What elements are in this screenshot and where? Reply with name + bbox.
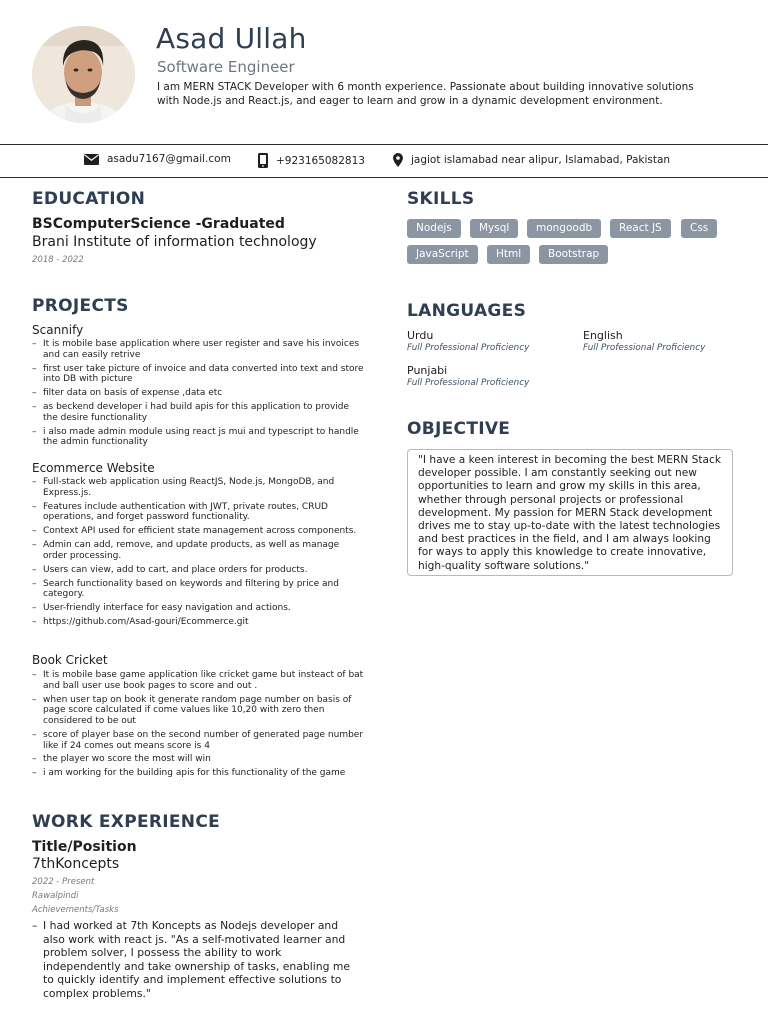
project-title: Book Cricket	[32, 653, 108, 667]
contact-bar	[0, 144, 768, 178]
project-bullets	[32, 670, 364, 782]
contact-email[interactable]	[84, 153, 231, 165]
list-item: – Users can view, add to cart, and place orders for products.	[32, 565, 364, 576]
list-item: – the player wo score the most will win	[32, 754, 364, 765]
language-name: Urdu	[407, 329, 434, 342]
skill-tag: mongoodb	[527, 219, 601, 238]
list-item: – It is mobile base application where user register and save his invoices and can easily retrive	[32, 339, 364, 360]
project-bullets	[32, 477, 364, 631]
github-link[interactable]: – https://github.com/Asad-gouri/Ecommerce.git	[32, 617, 364, 628]
list-item: – when user tap on book it generate random page number on basis of page score calculated if come values like 10,20 with zero then considered to be out	[32, 695, 364, 727]
contact-phone[interactable]	[258, 153, 365, 168]
language-level: Full Professional Proficiency	[407, 378, 530, 388]
institution: Brani Institute of information technology	[32, 234, 317, 250]
job-title: Software Engineer	[157, 58, 295, 76]
skill-tag: Bootstrap	[539, 245, 608, 264]
work-location: Rawalpindi	[32, 891, 79, 901]
phone-text: +923165082813	[276, 154, 365, 167]
degree: BSComputerScience -Graduated	[32, 216, 285, 232]
list-item: – filter data on basis of expense ,data etc	[32, 388, 364, 399]
skill-tag: React JS	[610, 219, 671, 238]
list-item: – Search functionality based on keywords and filtering by price and category.	[32, 579, 364, 600]
skill-tag: Html	[487, 245, 530, 264]
skills-heading: SKILLS	[407, 189, 475, 209]
language-level: Full Professional Proficiency	[583, 343, 706, 353]
list-item: – It is mobile base game application like cricket game but insteact of bat and ball user use book pages to score and out .	[32, 670, 364, 691]
project-bullets	[32, 339, 364, 451]
language-name: Punjabi	[407, 364, 448, 377]
education-heading: EDUCATION	[32, 189, 146, 209]
list-item: – Context API used for efficient state management across components.	[32, 526, 364, 537]
work-dates: 2022 - Present	[32, 877, 95, 887]
profile-photo	[32, 26, 135, 123]
list-item: – i am working for the building apis for this functionality of the game	[32, 768, 364, 779]
list-item: – Admin can add, remove, and update products, as well as manage order processing.	[32, 540, 364, 561]
list-item: – as beckend developer i had build apis for this application to provide the desire functionality	[32, 402, 364, 423]
achievements-label: Achievements/Tasks	[32, 905, 119, 915]
list-item: – first user take picture of invoice and data converted into text and store into DB with picture	[32, 364, 364, 385]
work-bullets	[32, 919, 362, 1003]
position-title: Title/Position	[32, 839, 137, 855]
contact-address	[393, 153, 670, 167]
project-title: Ecommerce Website	[32, 461, 155, 475]
objective-heading: OBJECTIVE	[407, 419, 511, 439]
phone-icon	[258, 153, 268, 168]
skill-tag: Nodejs	[407, 219, 461, 238]
envelope-icon	[84, 154, 99, 165]
skill-tag: JavaScript	[407, 245, 478, 264]
list-item: – I had worked at 7th Koncepts as Nodejs developer and also work with react js. "As a self-motivated learner and problem solver, I possess the ability to work independently and take ownership of tasks, enabling me to quickly identify and implement effective solutions to complex problems."	[32, 919, 362, 1000]
candidate-name: Asad Ullah	[156, 22, 307, 55]
list-item: – User-friendly interface for easy navigation and actions.	[32, 603, 364, 614]
address-text: jagiot islamabad near alipur, Islamabad, Pakistan	[411, 154, 671, 166]
language-name: English	[583, 329, 623, 342]
languages-heading: LANGUAGES	[407, 301, 527, 321]
location-pin-icon	[393, 153, 403, 167]
company-name: 7thKoncepts	[32, 856, 120, 872]
profile-summary: I am MERN STACK Developer with 6 month experience. Passionate about building innovative solutions with Node.js and React.js, and eager to learn and grow in a dynamic development environment.	[157, 81, 694, 107]
project-title: Scannify	[32, 323, 84, 337]
projects-heading: PROJECTS	[32, 296, 129, 316]
list-item: – score of player base on the second number of generated page number like if 24 comes out means score is 4	[32, 730, 364, 751]
education-dates: 2018 - 2022	[32, 255, 84, 265]
objective-text: "I have a keen interest in becoming the best MERN Stack developer possible. I am constantly seeking out new opportunities to learn and grow my skills in this area, whether through personal projects or professional development. My passion for MERN Stack development drives me to stay up-to-date with the latest technologies and best practices in the field, and I am always looking for ways to apply this knowledge to create innovative, high-quality software solutions."	[407, 449, 733, 576]
email-text: asadu7167@gmail.com	[107, 153, 231, 165]
list-item: – Full-stack web application using ReactJS, Node.js, MongoDB, and Express.js.	[32, 477, 364, 498]
list-item: – Features include authentication with JWT, private routes, CRUD operations, and forget password functionality.	[32, 502, 364, 523]
skill-tag: Mysql	[470, 219, 518, 238]
list-item: – i also made admin module using react js mui and typescript to handle the admin functionality	[32, 427, 364, 448]
skill-tag: Css	[681, 219, 717, 238]
language-level: Full Professional Proficiency	[407, 343, 530, 353]
work-experience-heading: WORK EXPERIENCE	[32, 812, 221, 832]
